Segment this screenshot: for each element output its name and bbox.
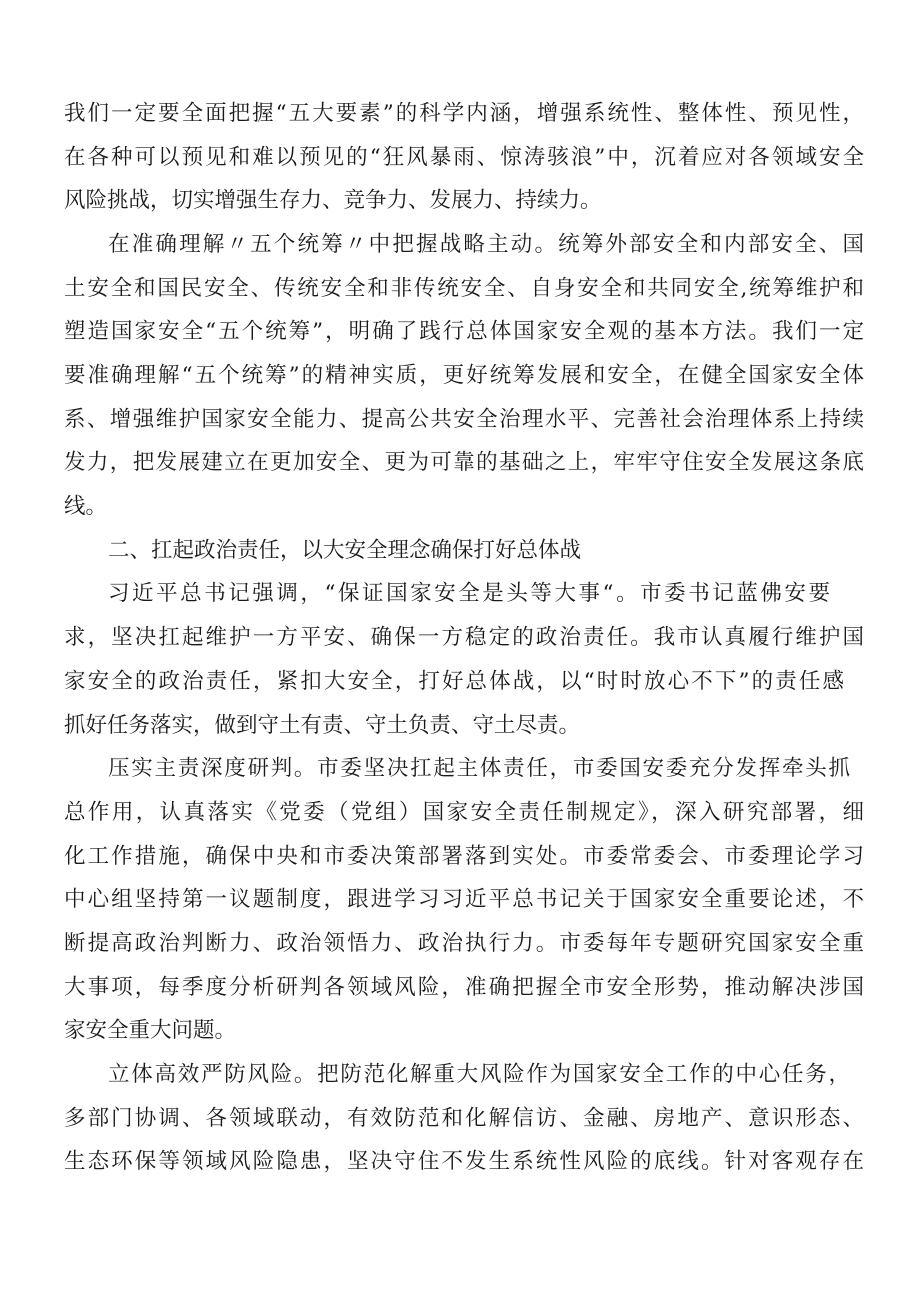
- text-line: 我们一定要全面把握“五大要素”的科学内涵，增强系统性、整体性、预见性，: [64, 101, 864, 126]
- text-line: 抓好任务落实，做到守土有责、守土负责、守土尽责。: [64, 713, 581, 738]
- text-line: 风险挑战，切实增强生存力、竞争力、发展力、持续力。: [64, 188, 602, 213]
- text-line: 发力，把发展建立在更加安全、更为可靠的基础之上，牢牢守住安全发展这条底: [64, 450, 864, 475]
- text-line: 家安全重大问题。: [64, 1018, 237, 1043]
- text-line: 总作用，认真落实《党委（党组）国家安全责任制规定》，深入研究部署，细: [64, 800, 864, 825]
- text-line: 土安全和国民安全、传统安全和非传统安全、自身安全和共同安全,统筹维护和: [64, 276, 864, 301]
- text-line: 要准确理解“五个统筹”的精神实质，更好统筹发展和安全，在健全国家安全体: [64, 363, 864, 388]
- text-line: 多部门协调、各领域联动，有效防范和化解信访、金融、房地产、意识形态、: [64, 1106, 864, 1131]
- section-heading: 二、扛起政治责任，以大安全理念确保打好总体战: [108, 538, 582, 563]
- text-line: 习近平总书记强调，“保证国家安全是头等大事“。市委书记蓝佛安要: [108, 581, 830, 606]
- text-line: 线。: [64, 494, 108, 519]
- text-line: 塑造国家安全“五个统筹”，明确了践行总体国家安全观的基本方法。我们一定: [64, 319, 864, 344]
- text-line: 在各种可以预见和难以预见的“狂风暴雨、惊涛骇浪”中，沉着应对各领域安全: [64, 145, 864, 170]
- text-line: 断提高政治判断力、政治领悟力、政治执行力。市委每年专题研究国家安全重: [64, 931, 864, 956]
- text-line: 中心组坚持第一议题制度，跟进学习习近平总书记关于国家安全重要论述，不: [64, 887, 864, 912]
- text-line: 在准确理解〃五个统筹〃中把握战略主动。统筹外部安全和内部安全、国: [108, 232, 864, 257]
- text-line: 系、增强维护国家安全能力、提高公共安全治理水平、完善社会治理体系上持续: [64, 407, 864, 432]
- text-line: 压实主责深度研判。市委坚决扛起主体责任，市委国安委充分发挥牵头抓: [108, 756, 850, 781]
- text-line: 大事项，每季度分析研判各领域风险，准确把握全市安全形势，推动解决涉国: [64, 975, 864, 1000]
- text-line: 化工作措施，确保中央和市委决策部署落到实处。市委常委会、市委理论学习: [64, 844, 864, 869]
- text-line: 立体高效严防风险。把防范化解重大风险作为国家安全工作的中心任务，: [108, 1062, 850, 1087]
- text-line: 家安全的政治责任，紧扣大安全，打好总体战，以“时时放心不下”的责任感: [64, 669, 844, 694]
- text-line: 求，坚决扛起维护一方平安、确保一方稳定的政治责任。我市认真履行维护国: [64, 625, 864, 650]
- text-line: 生态环保等领域风险隐患，坚决守住不发生系统性风险的底线。针对客观存在: [64, 1149, 864, 1174]
